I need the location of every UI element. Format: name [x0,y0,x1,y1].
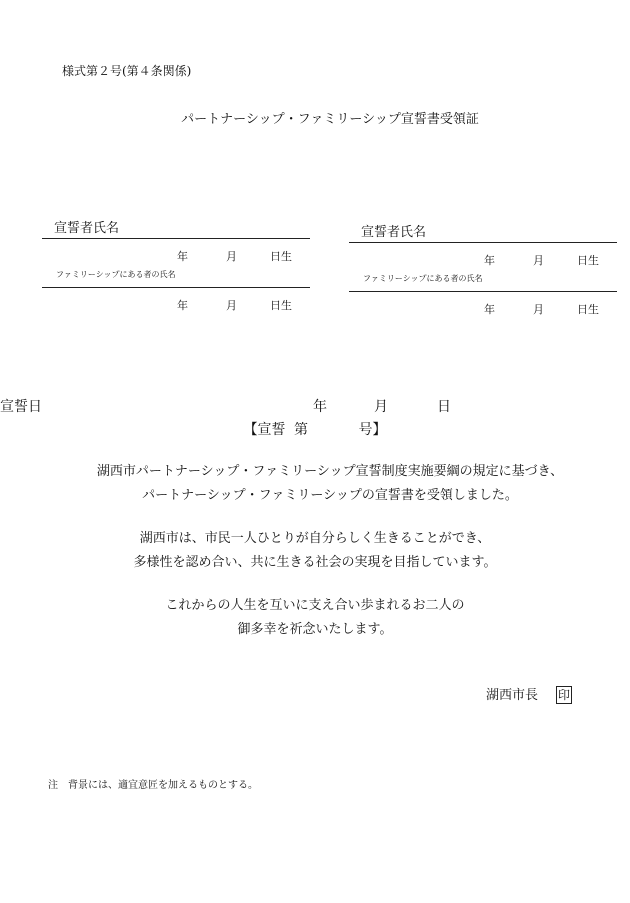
declarant-block-right [349,224,617,314]
city-aim-paragraph [0,527,630,575]
birth-date-line [349,243,617,265]
birth-year-label: 年 [177,250,188,263]
family-member-name-label: ファミリーシップにある者の氏名 [363,274,483,283]
vow-month-label: 月 [374,399,388,415]
paragraph-line: 多様性を認め合い、共に生きる社会の実現を目指しています。 [133,555,497,570]
vow-number [0,419,630,439]
seal-stamp: 印 [558,688,571,702]
family-birth-date-line [349,292,617,314]
declarant-block-left [42,220,310,310]
birth-month-label: 月 [533,254,544,267]
declarant-name-label: 宣誓者氏名 [361,225,427,240]
footnote: 注 背景には、適宜意匠を加えるものとする。 [48,780,258,791]
vow-day-label: 日 [437,399,451,415]
document-title: パートナーシップ・ファミリーシップ宣誓書受領証 [181,112,479,127]
paragraph-line: 御多幸を祈念いたします。 [237,622,393,637]
paragraph-line: 湖西市は、市民一人ひとりが自分らしく生きることができ、 [139,531,491,546]
mayor-title: 湖西市長 [486,688,539,703]
family-birth-month-label: 月 [226,299,237,312]
family-birth-month-label: 月 [533,303,544,316]
declarant-name-label: 宣誓者氏名 [54,221,120,236]
birth-date-line [42,239,310,261]
form-number: 様式第２号(第４条関係) [62,64,192,78]
paragraph-line: これからの人生を互いに支え合い歩まれるお二人の [165,598,465,613]
paragraph-line: 湖西市パートナーシップ・ファミリーシップ宣誓制度実施要綱の規定に基づき、 [96,464,564,479]
birth-year-label: 年 [484,254,495,267]
family-member-name-label: ファミリーシップにある者の氏名 [56,270,176,279]
family-birth-year-label: 年 [484,303,495,316]
vow-date-label: 宣誓日 [0,399,42,415]
family-birth-day-label: 日生 [577,303,599,316]
blessing-paragraph [0,594,630,642]
birth-day-label: 日生 [270,250,292,263]
vow-number-open: 【宣誓 [243,422,286,438]
paragraph-line: パートナーシップ・ファミリーシップの宣誓書を受領しました。 [142,488,518,503]
vow-number-close: 号】 [358,422,387,438]
mayor-signature [486,684,572,704]
birth-month-label: 月 [226,250,237,263]
family-birth-date-line [42,288,310,310]
receipt-paragraph [0,460,630,508]
family-birth-day-label: 日生 [270,299,292,312]
vow-number-mid: 第 [294,422,308,438]
birth-day-label: 日生 [577,254,599,267]
family-birth-year-label: 年 [177,299,188,312]
vow-year-label: 年 [313,399,327,415]
